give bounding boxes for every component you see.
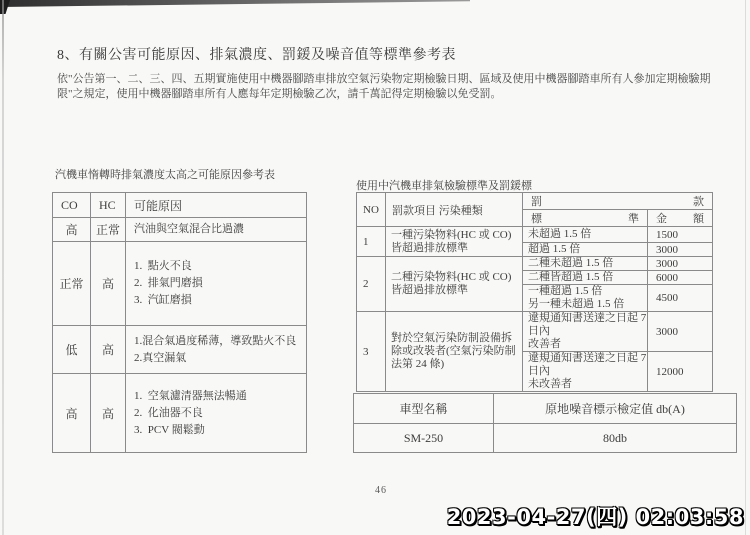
cause-header-hc: HC [91,193,126,218]
amount-char: 金 [656,213,667,225]
cause-item: 2. 化油器不良 [134,406,203,419]
noise-standard-table [353,393,737,453]
penalty-row [357,312,713,352]
camera-timestamp-overlay: 2023-04-27(四) 02:03:58 [446,505,744,529]
cause-table-header-row [53,193,307,218]
cause-item: 2.真空漏氣 [134,351,187,364]
cause-item: 1. 空氣濾清器無法暢通 [134,389,247,402]
penalty-condition [523,312,648,352]
cause-table-row [53,218,307,242]
penalty-header-standard [523,210,648,227]
cause-table-row [53,326,307,374]
cause-table-row [53,242,307,326]
intro-line-2: 限"之規定，使用中機器腳踏車所有人應每年定期檢驗乙次，請千萬記得定期檢驗以免受罰。 [57,88,502,100]
cause-list [126,242,307,326]
amount-char: 額 [693,213,704,225]
penalty-row [357,257,713,271]
penalty-table [356,192,713,392]
penalty-amount: 3000 [648,312,713,352]
hc-level: 高 [91,242,126,326]
page-number: 46 [375,485,387,496]
co-level: 高 [53,218,91,242]
co-level: 高 [53,374,91,453]
penalty-condition: 未超過 1.5 倍 [523,227,648,243]
penalty-amount: 3000 [648,243,713,257]
penalty-no: 3 [357,312,386,392]
hc-level: 正常 [91,218,126,242]
cause-header-co: CO [53,193,91,218]
penalty-header-fine [523,193,713,210]
cause-list [126,326,307,374]
cause-table-title: 汽機車惰轉時排氣濃度太高之可能原因參考表 [55,169,275,181]
section-title: 8、有關公害可能原因、排氣濃度、罰鍰及噪音值等標準參考表 [57,48,456,63]
penalty-amount: 12000 [648,352,713,392]
penalty-condition: 二種皆超過 1.5 倍 [523,271,648,285]
page-right-edge-line [745,0,746,535]
penalty-amount: 1500 [648,227,713,243]
hc-level: 高 [91,326,126,374]
standard-char: 準 [628,213,639,225]
condition-line: 違規通知書送達之日起 7 日內 [528,312,647,337]
cause-table-row [53,374,307,453]
penalty-amount: 3000 [648,257,713,271]
penalty-item: 一種污染物料(HC 或 CO)皆超過排放標準 [386,227,523,257]
penalty-table-title: 使用中汽機車排氣檢驗標準及罰鍰標 [356,180,532,192]
standard-char: 標 [531,213,542,225]
penalty-header-row-1 [357,193,713,210]
cause-header-reason: 可能原因 [126,193,307,218]
cause-list [126,218,307,242]
penalty-row [357,227,713,243]
penalty-amount: 4500 [648,285,713,312]
cause-item: 3. 汽缸磨損 [134,294,192,306]
penalty-item: 對於空氣污染防制設備拆除或改裝者(空氣污染防制法第 24 條) [386,312,523,392]
noise-table-row [354,424,737,453]
cause-item: 3. PCV 閥鬆動 [134,423,205,436]
intro-line-1: 依"公告第一、二、三、四、五期實施使用中機器腳踏車排放空氣污染物定期檢驗日期、區域及使用中機器腳踏車所有人參加定期檢驗期 [57,73,711,85]
cause-item: 汽油與空氣混合比過濃 [134,223,244,235]
penalty-no: 1 [357,227,386,257]
noise-table-header-row [354,394,737,424]
cause-item: 2. 排氣門磨損 [134,277,203,289]
cause-item: 1.混合氣過度稀薄，導致點火不良 [134,334,297,347]
condition-line: 未改善者 [528,378,572,390]
penalty-item: 二種污染物料(HC 或 CO)皆超過排放標準 [386,257,523,312]
penalty-no: 2 [357,257,386,312]
noise-header-model: 車型名稱 [354,394,494,424]
fine-char: 款 [693,196,704,208]
noise-header-value: 原地噪音標示檢定值 db(A) [494,394,737,424]
intro-paragraph [57,72,711,102]
page-left-edge-line [2,0,4,535]
penalty-condition [523,352,648,392]
fine-char: 罰 [531,196,542,208]
condition-line: 違規通知書送達之日起 7 日內 [528,352,647,377]
cause-list [126,374,307,453]
model-name: SM-250 [354,424,494,453]
penalty-condition: 二種未超過 1.5 倍 [523,257,648,271]
hc-level: 高 [91,374,126,453]
emission-cause-table [52,192,307,453]
penalty-amount: 6000 [648,271,713,285]
condition-line: 一種超過 1.5 倍 [528,285,603,297]
penalty-condition [523,285,648,312]
co-level: 正常 [53,242,91,326]
cause-item: 1. 點火不良 [134,260,192,272]
penalty-condition: 超過 1.5 倍 [523,243,648,257]
penalty-header-no: NO [357,193,386,227]
penalty-header-item: 罰款項目 污染種類 [386,193,523,227]
condition-line: 改善者 [528,338,561,350]
co-level: 低 [53,326,91,374]
condition-line: 另一種未超過 1.5 倍 [528,298,625,310]
noise-value: 80db [494,424,737,453]
photo-top-edge-shadow [0,0,470,7]
penalty-header-amount [648,210,713,227]
